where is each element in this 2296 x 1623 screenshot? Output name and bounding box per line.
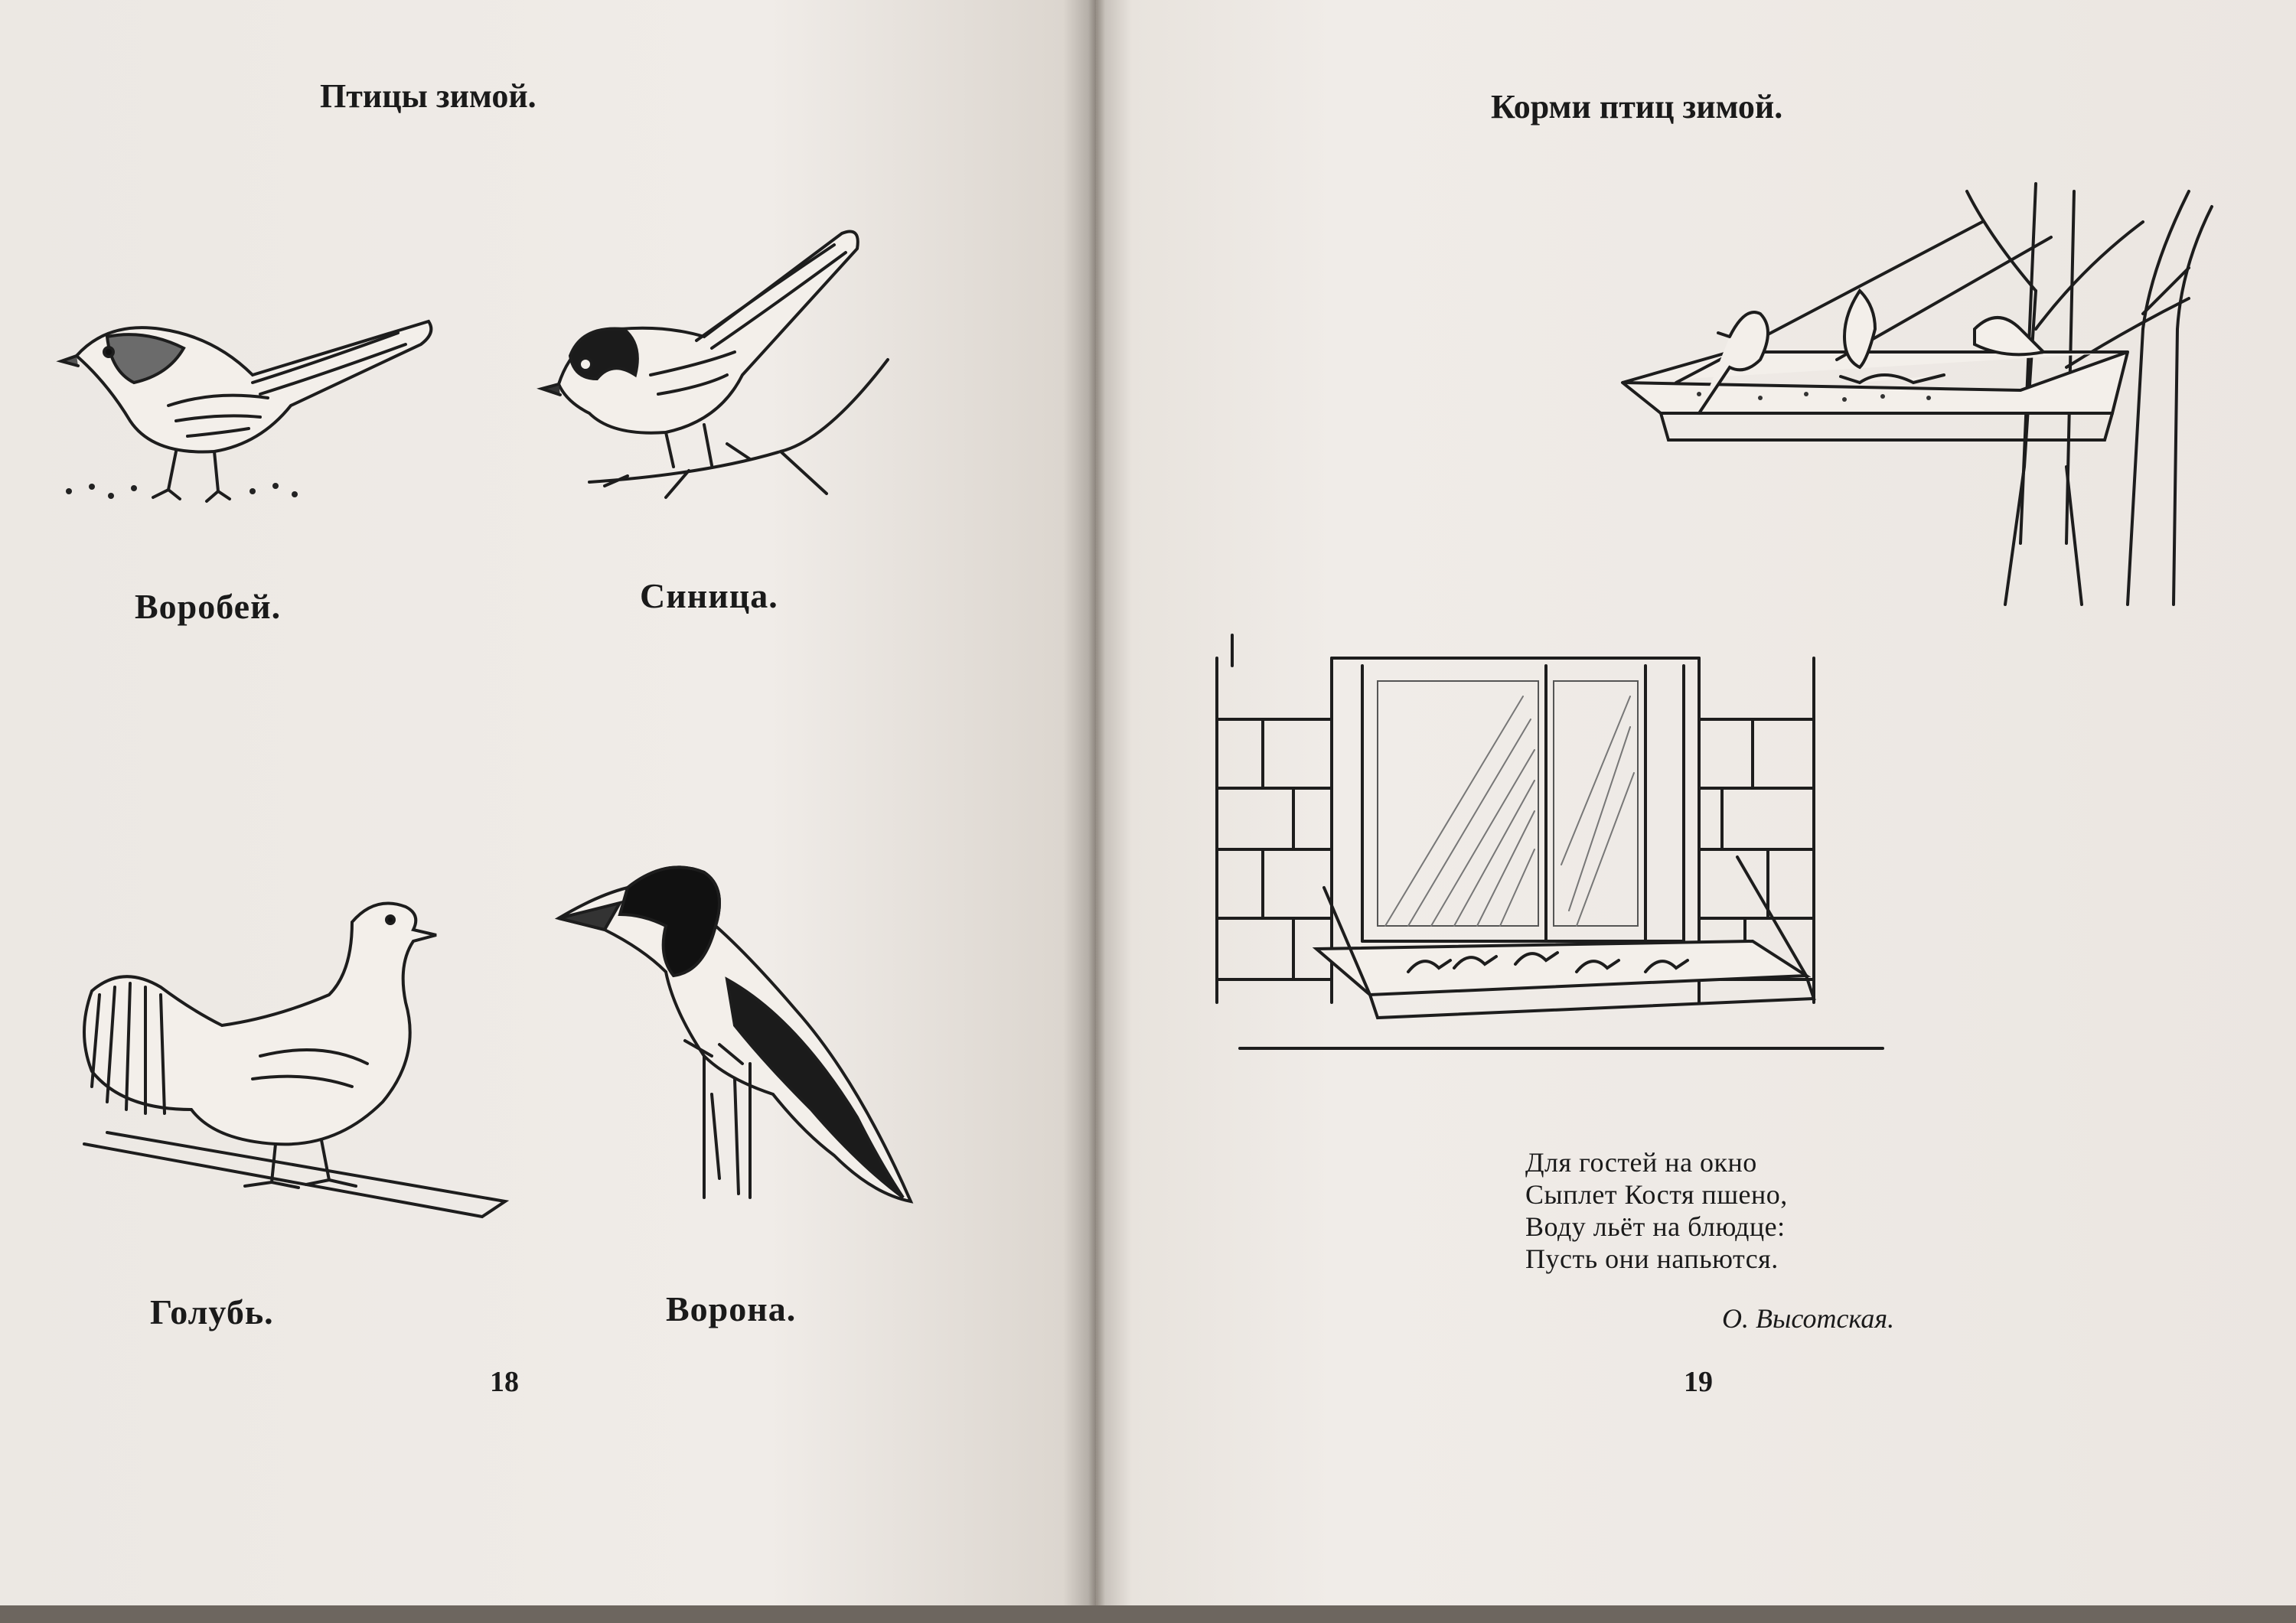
poem [1525, 1146, 1788, 1275]
book-gutter [1088, 0, 1105, 1623]
pigeon-caption: Голубь. [150, 1292, 274, 1331]
pigeon-illustration [77, 880, 490, 1217]
sparrow-illustration [61, 291, 459, 520]
poem-line: Воду льёт на блюдце: [1525, 1211, 1786, 1242]
sparrow-caption: Воробей. [135, 587, 282, 626]
tree-feeder-illustration [1607, 176, 2219, 605]
book-bottom-edge [0, 1605, 2296, 1623]
poem-line: Для гостей на окно [1525, 1147, 1757, 1178]
tit-caption: Синица. [640, 576, 778, 615]
left-page [0, 0, 1096, 1623]
crow-caption: Ворона. [666, 1289, 797, 1328]
tit-illustration [551, 222, 903, 528]
left-page-title: Птицы зимой. [320, 77, 536, 115]
left-page-number: 18 [490, 1366, 519, 1398]
window-feeder-illustration [1217, 635, 1883, 1079]
poem-author: О. Высотская. [1722, 1303, 1895, 1334]
right-page-title: Корми птиц зимой. [1491, 88, 1783, 125]
poem-line: Пусть они напьются. [1525, 1243, 1779, 1274]
poem-line: Сыплет Костя пшено, [1525, 1179, 1788, 1210]
right-page-number: 19 [1684, 1366, 1713, 1398]
crow-illustration [551, 842, 918, 1209]
